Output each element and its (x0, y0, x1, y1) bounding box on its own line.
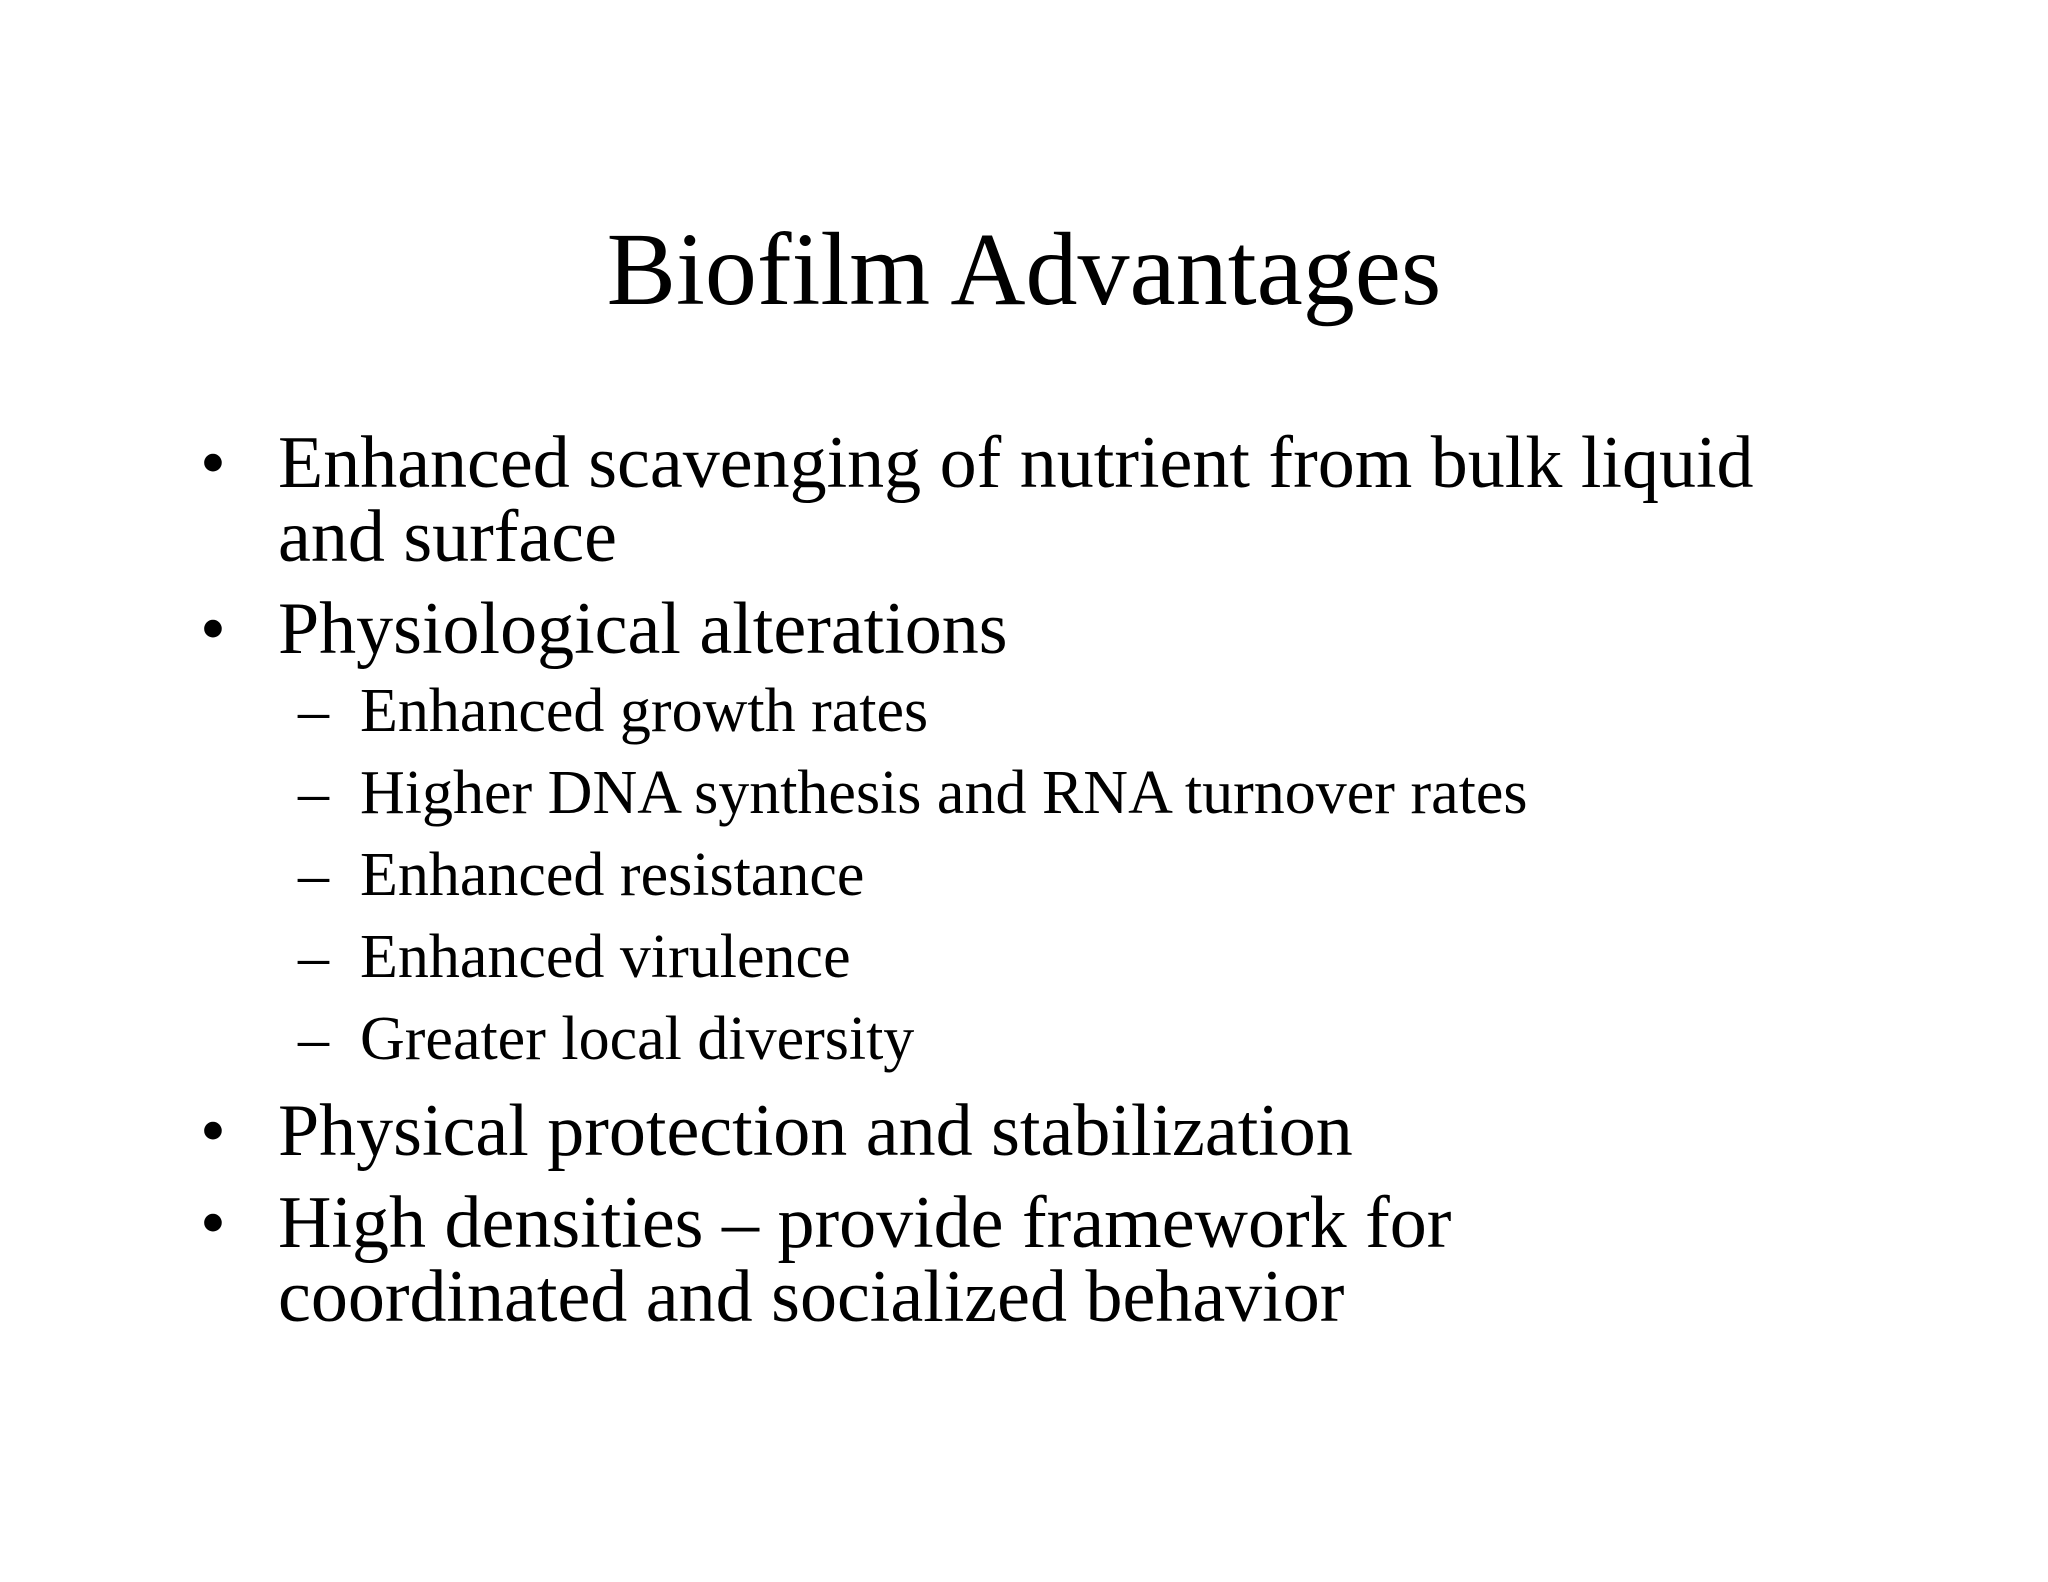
bullet-line: Enhanced scavenging of nutrient from bulk liquid (278, 422, 1754, 504)
bullet-text (278, 1090, 1898, 1172)
sub-item-virulence (200, 922, 1900, 992)
sub-item-text: Greater local diversity (360, 1005, 915, 1073)
sub-item-local-diversity (200, 1004, 1900, 1074)
sub-item-resistance (200, 840, 1900, 910)
sub-item-text: Enhanced resistance (360, 841, 865, 909)
bullet-line: Physical protection and stabilization (278, 1090, 1353, 1172)
bullet-line: High densities – provide framework for (278, 1182, 1452, 1264)
bullet-icon: • (200, 588, 226, 670)
bullet-item-physical-protection (200, 1090, 1900, 1172)
bullet-line: and surface (278, 496, 617, 578)
slide-title: Biofilm Advantages (606, 212, 1442, 327)
dash-icon: – (298, 841, 329, 909)
bullet-item-high-densities (200, 1182, 1900, 1338)
dash-icon: – (298, 759, 329, 827)
sub-item-text: Enhanced growth rates (360, 677, 929, 745)
bullet-icon: • (200, 1090, 226, 1172)
bullet-text (278, 1182, 1898, 1338)
sub-item-text: Higher DNA synthesis and RNA turnover rates (360, 759, 1528, 827)
bullet-icon: • (200, 422, 226, 504)
dash-icon: – (298, 677, 329, 745)
bullet-item-nutrient-scavenging (200, 422, 1900, 578)
dash-icon: – (298, 1005, 329, 1073)
dash-icon: – (298, 923, 329, 991)
bullet-text (278, 422, 1898, 578)
sub-item-growth-rates (200, 676, 1900, 746)
sub-item-dna-rna (200, 758, 1900, 828)
sub-item-text: Enhanced virulence (360, 923, 851, 991)
bullet-item-physiological-alterations (200, 588, 1900, 670)
bullet-text (278, 588, 1898, 670)
bullet-line: coordinated and socialized behavior (278, 1256, 1345, 1338)
bullet-icon: • (200, 1182, 226, 1264)
bullet-line: Physiological alterations (278, 588, 1008, 670)
